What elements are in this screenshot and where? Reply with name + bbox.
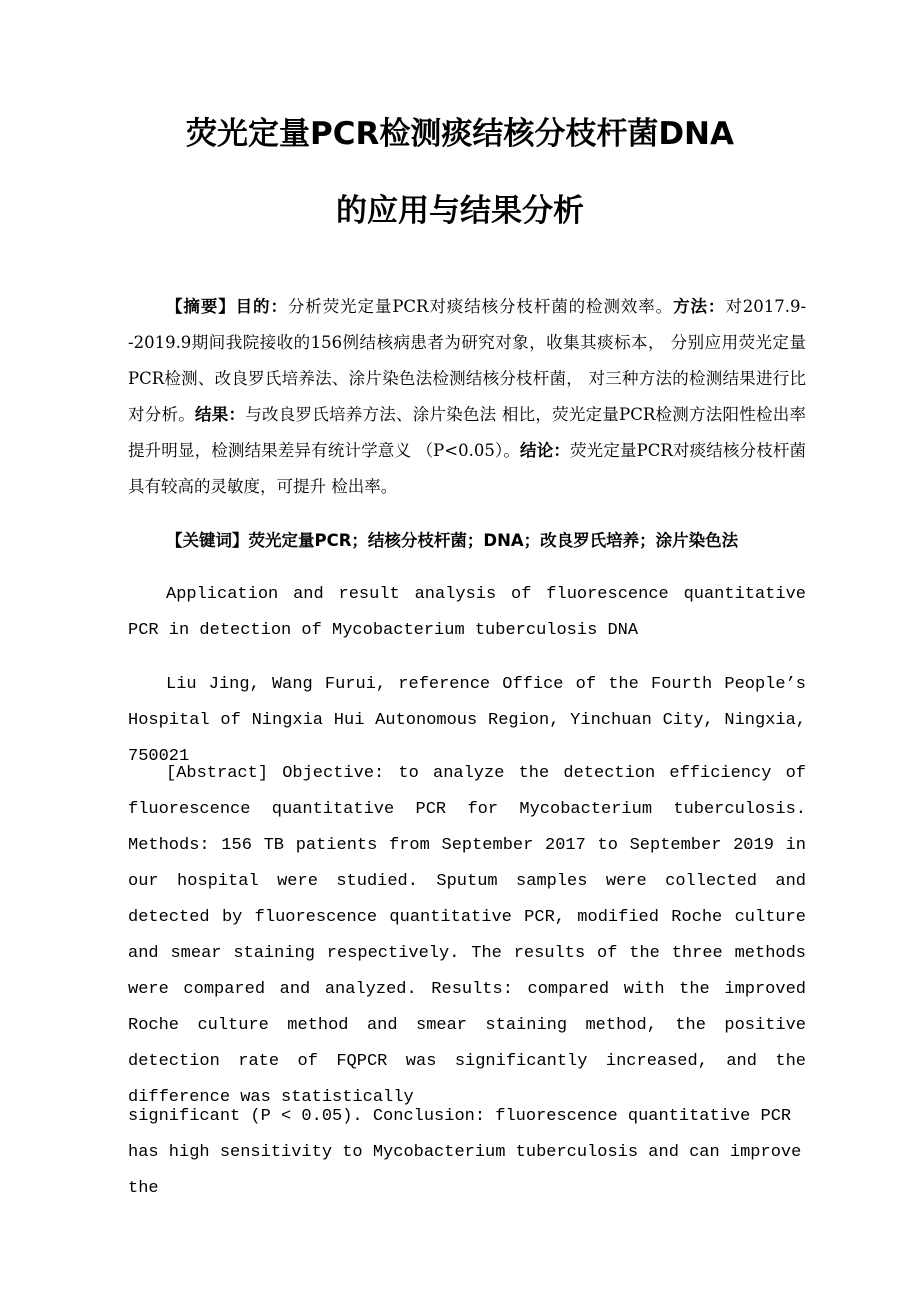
objective-label: 目的： [235,297,288,316]
english-title: Application and result analysis of fluorescence quantitative PCR in detection of Mycobacterium tuberculosis DNA [128,585,806,640]
methods-label: 方法： [673,297,726,316]
english-abstract-part-1: [Abstract] Objective: to analyze the detection efficiency of fluorescence quantitative PCR for Mycobacterium tuberculosis. Methods: 156 TB patients from September 2017 to September 2019 in our hospital were studied. Sputum samples were collected and detected by fluorescence quantitative PCR, modified Roche culture and smear staining respectively. The results of the three methods were compared and analyzed. Results: compared with the improved Roche culture method and smear staining method, the positive detection rate of FQPCR was significantly increased, and the difference was statistically [128,764,806,1107]
keywords-text: 荧光定量PCR；结核分枝杆菌；DNA；改良罗氏培养；涂片染色法 [248,531,739,550]
methods-text: 对2017.9--2019.9期间我院接收的156例结核病患者为研究对象，收集其痰标本， 分别应用荧光定量PCR检测、改良罗氏培养法、涂片染色法检测结核分枝杆菌， 对三种方法的检测结果进行比对分析。 [128,297,807,424]
results-text: 与改良罗氏培养方法、涂片染色法 相比，荧光定量PCR检测方法阳性检出率提升明显，检测结果差异有统计学意义 （P<0.05）。 [128,405,807,460]
paper-title-line-2: 的应用与结果分析 [336,193,584,229]
results-label: 结果： [194,405,246,424]
english-abstract-part-2: significant (P < 0.05). Conclusion: fluorescence quantitative PCR has high sensitivity to Mycobacterium tuberculosis and can improve the [128,1107,802,1198]
conclusion-label: 结论： [520,441,571,460]
keywords-label: 【关键词】 [166,531,249,550]
objective-text: 分析荧光定量PCR对痰结核分枝杆菌的检测效率。 [287,297,674,316]
keywords [128,523,806,559]
paper-title-line-1: 荧光定量PCR检测痰结核分枝杆菌DNA [185,116,734,152]
abstract-label: 【摘要】 [166,297,236,316]
english-authors: Liu Jing, Wang Furui, reference Office of the Fourth People’s Hospital of Ningxia Hui Autonomous Region, Yinchuan City, Ningxia, 750021 [128,675,806,766]
chinese-abstract [128,289,806,505]
conclusion-text: 荧光定量PCR对痰结核分枝杆菌具有较高的灵敏度，可提升 检出率。 [128,441,807,496]
